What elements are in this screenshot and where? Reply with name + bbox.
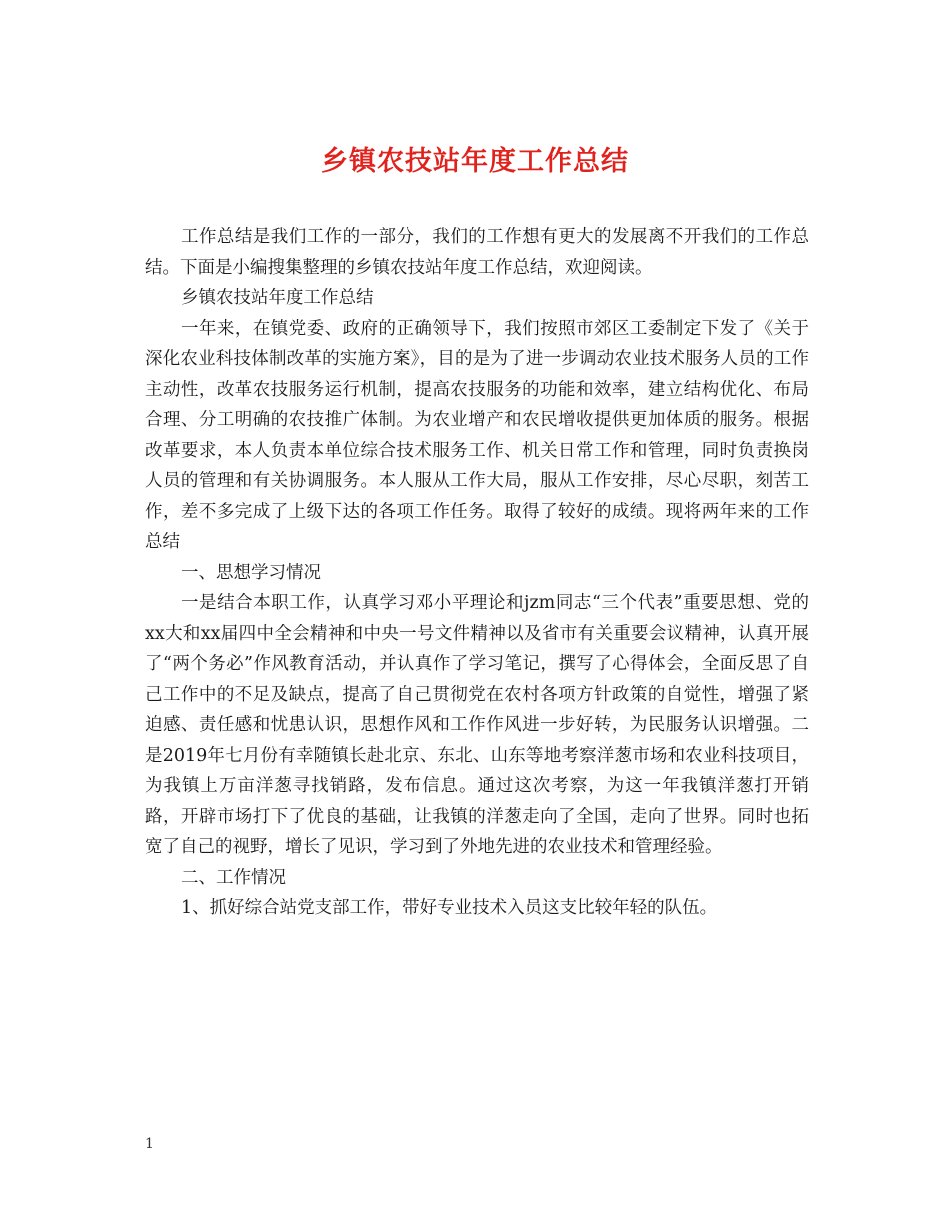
paragraph-study: 一是结合本职工作，认真学习邓小平理论和jzm同志“三个代表”重要思想、党的xx大和xx届四中全会精神和中央一号文件精神以及省市有关重要会议精神，认真开展了“两个务必”作风教育活动，并认真作了学习笔记，撰写了心得体会，全面反思了自己工作中的不足及缺点，提高了自己贯彻党在农村各项方针政策的自觉性，增强了紧迫感、责任感和忧患认识，思想作风和工作作风进一步好转，为民服务认识增强。二是2019年七月份有幸随镇长赴北京、东北、山东等地考察洋葱市场和农业科技项目，为我镇上万亩洋葱寻找销路，发布信息。通过这次考察，为这一年我镇洋葱打开销路，开辟市场打下了优良的基础，让我镇的洋葱走向了全国，走向了世界。同时也拓宽了自己的视野，增长了见识，学习到了外地先进的农业技术和管理经验。	[145, 593, 809, 857]
paragraph-overview: 一年来，在镇党委、政府的正确领导下，我们按照市郊区工委制定下发了《关于深化农业科技体制改革的实施方案》，目的是为了进一步调动农业技术服务人员的工作主动性，改革农技服务运行机制，提高农技服务的功能和效率，建立结构优化、布局合理、分工明确的农技推广体制。为农业增产和农民增收提供更加体质的服务。根据改革要求，本人负责本单位综合技术服务工作、机关日常工作和管理，同时负责换岗人员的管理和有关协调服务。本人服从工作大局，服从工作安排，尽心尽职，刻苦工作，差不多完成了上级下达的各项工作任务。取得了较好的成绩。现将两年来的工作总结	[145, 318, 809, 552]
paragraph-subtitle: 乡镇农技站年度工作总结	[181, 288, 374, 308]
page-number: 1	[145, 1136, 154, 1152]
paragraph-intro: 工作总结是我们工作的一部分，我们的工作想有更大的发展离不开我们的工作总结。下面是小编搜集整理的乡镇农技站年度工作总结，欢迎阅读。	[145, 227, 809, 278]
paragraph-work-item-1: 1、抓好综合站党支部工作，带好专业技术入员这支比较年轻的队伍。	[181, 898, 718, 918]
section-heading-work: 二、工作情况	[181, 867, 286, 888]
page-title: 乡镇农技站年度工作总结	[321, 146, 629, 177]
section-heading-study: 一、思想学习情况	[181, 562, 321, 583]
document-body	[145, 222, 809, 924]
